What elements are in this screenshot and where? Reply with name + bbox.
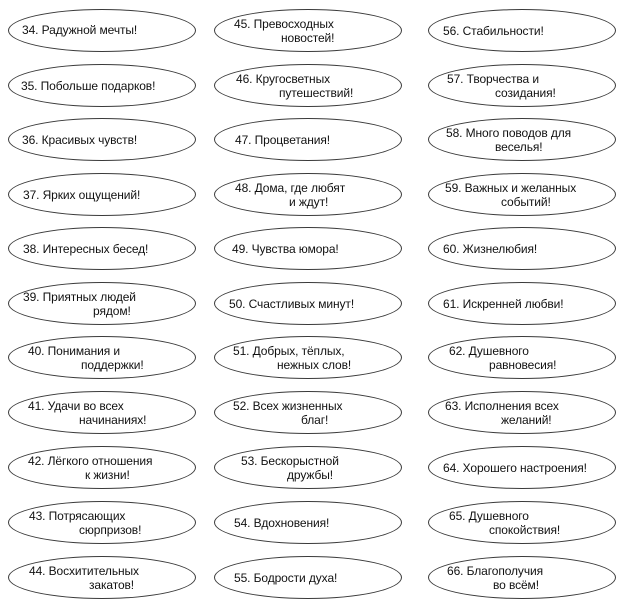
wish-oval-49	[214, 227, 402, 270]
wish-text: 55. Бодрости духа!	[234, 571, 338, 585]
wish-text-line-1: 44. Восхитительных	[29, 564, 139, 578]
wish-text-line-2: спокойствия!	[489, 523, 561, 537]
wishes-column-1	[8, 0, 198, 613]
wish-oval-44	[8, 556, 196, 599]
wish-text-line-1: 66. Благополучия	[447, 564, 543, 578]
wish-oval-47	[214, 118, 402, 161]
wish-text: 37. Ярких ощущений!	[23, 188, 141, 202]
wish-text-line-2: равновесия!	[489, 358, 557, 372]
wish-oval-50	[214, 282, 402, 325]
wish-text-line-1: 42. Лёгкого отношения	[28, 454, 153, 468]
wish-text-line-1: 40. Понимания и	[28, 344, 120, 358]
wish-text-line-1: 59. Важных и желанных	[445, 181, 577, 195]
wish-text: 47. Процветания!	[235, 133, 330, 147]
wish-text-line-1: 62. Душевного	[449, 344, 529, 358]
wish-oval-39	[8, 282, 196, 325]
wish-text-line-2: начинаниях!	[79, 413, 147, 427]
wish-text-line-2: нежных слов!	[277, 358, 352, 372]
wish-text-line-2: благ!	[301, 413, 329, 427]
wish-text-line-1: 48. Дома, где любят	[235, 181, 346, 195]
wish-oval-40	[8, 336, 196, 379]
wish-text-line-2: закатов!	[89, 578, 135, 592]
wish-text: 36. Красивых чувств!	[22, 133, 138, 147]
wish-text-line-1: 65. Душевного	[449, 509, 529, 523]
wish-oval-38	[8, 227, 196, 270]
wish-text: 60. Жизнелюбия!	[443, 242, 538, 256]
wish-oval-62	[428, 336, 616, 379]
wish-text-line-1: 41. Удачи во всех	[28, 399, 124, 413]
wish-text-line-1: 58. Много поводов для	[446, 126, 572, 140]
wish-oval-54	[214, 501, 402, 544]
wish-text: 35. Побольше подарков!	[21, 79, 156, 93]
wish-oval-61	[428, 282, 616, 325]
wish-text-line-1: 52. Всех жизненных	[233, 399, 343, 413]
wish-text: 54. Вдохновения!	[234, 516, 330, 530]
wish-oval-46	[214, 64, 402, 107]
wish-text: 50. Счастливых минут!	[229, 297, 355, 311]
wish-text-line-2: рядом!	[93, 304, 131, 318]
wish-text: 64. Хорошего настроения!	[443, 461, 587, 475]
wish-oval-65	[428, 501, 616, 544]
wish-oval-64	[428, 446, 616, 489]
wish-oval-63	[428, 391, 616, 434]
wish-oval-43	[8, 501, 196, 544]
wish-text-line-2: путешествий!	[279, 86, 354, 100]
wish-oval-51	[214, 336, 402, 379]
wish-oval-45	[214, 9, 402, 52]
wish-oval-52	[214, 391, 402, 434]
wish-oval-36	[8, 118, 196, 161]
wish-text-line-2: сюрпризов!	[79, 523, 142, 537]
wish-oval-41	[8, 391, 196, 434]
wish-text-line-2: и ждут!	[289, 195, 329, 209]
wish-text: 56. Стабильности!	[443, 24, 544, 38]
wish-text-line-2: событий!	[501, 195, 551, 209]
wish-oval-56	[428, 9, 616, 52]
wish-text-line-2: поддержки!	[81, 358, 144, 372]
wish-text-line-1: 46. Кругосветных	[236, 72, 330, 86]
wish-text-line-1: 57. Творчества и	[447, 72, 539, 86]
wish-oval-37	[8, 173, 196, 216]
wish-text-line-2: веселья!	[495, 140, 543, 154]
wish-text-line-2: дружбы!	[287, 468, 333, 482]
wish-text-line-1: 53. Бескорыстной	[241, 454, 339, 468]
wish-text: 61. Искренней любви!	[443, 297, 564, 311]
wish-oval-66	[428, 556, 616, 599]
wish-text-line-1: 45. Превосходных	[234, 17, 334, 31]
wish-text-line-2: во всём!	[493, 578, 539, 592]
wish-oval-57	[428, 64, 616, 107]
wish-text: 38. Интересных бесед!	[23, 242, 149, 256]
wish-oval-58	[428, 118, 616, 161]
wish-oval-53	[214, 446, 402, 489]
wish-oval-48	[214, 173, 402, 216]
wish-oval-55	[214, 556, 402, 599]
wish-text: 49. Чувства юмора!	[232, 242, 339, 256]
wish-text-line-2: созидания!	[495, 86, 556, 100]
wish-text-line-2: к жизни!	[85, 468, 130, 482]
wish-oval-60	[428, 227, 616, 270]
wish-text-line-1: 63. Исполнения всех	[445, 399, 559, 413]
wishes-column-2	[214, 0, 404, 613]
wish-text-line-1: 39. Приятных людей	[23, 290, 136, 304]
wish-text-line-1: 43. Потрясающих	[29, 509, 126, 523]
wish-oval-35	[8, 64, 196, 107]
wish-text: 34. Радужной мечты!	[22, 23, 138, 37]
wish-oval-42	[8, 446, 196, 489]
wish-text-line-2: желаний!	[501, 413, 552, 427]
wish-oval-34	[8, 9, 196, 52]
wish-text-line-2: новостей!	[281, 31, 335, 45]
wish-oval-59	[428, 173, 616, 216]
wish-text-line-1: 51. Добрых, тёплых,	[233, 344, 345, 358]
wishes-column-3	[428, 0, 618, 613]
